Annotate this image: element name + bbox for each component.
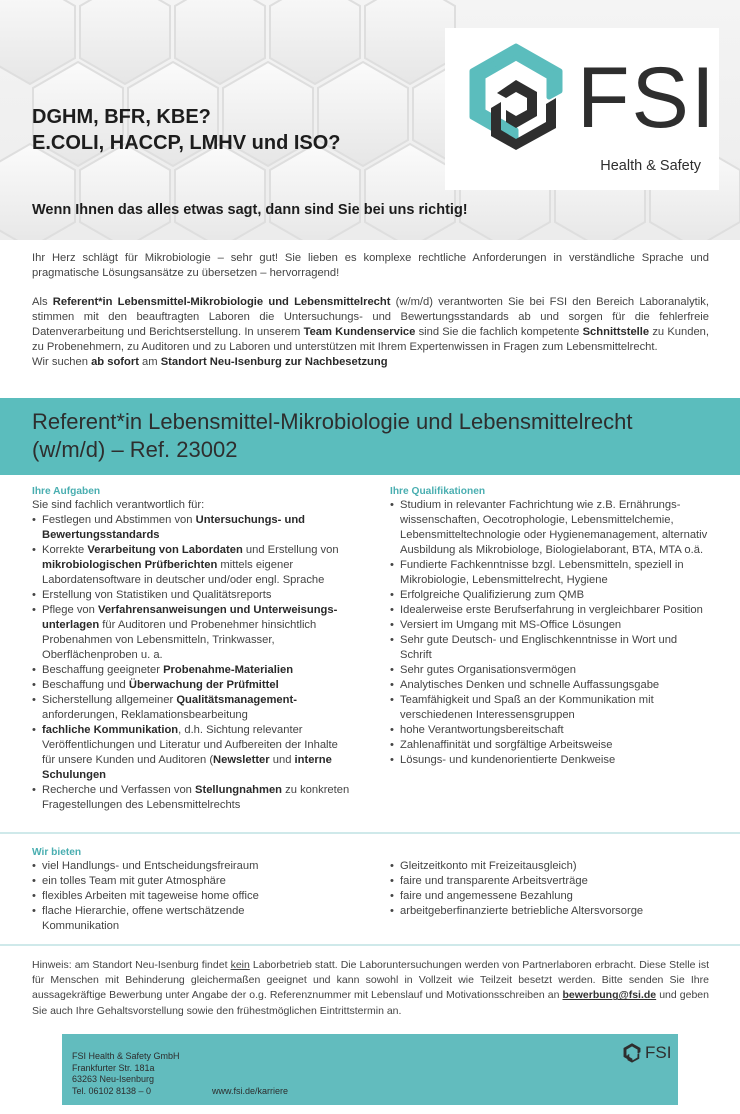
text-bold: fachliche Kommunikation [42, 724, 179, 736]
text-bold: Newsletter [213, 754, 270, 766]
text-bold: Verfahrensanweisungen und Unterweisungs-unterlagen [42, 604, 338, 631]
benefits-list-right [390, 859, 710, 919]
list-item: • Zahlenaffinität und sorgfältige Arbeitsweise [390, 738, 710, 753]
text: Recherche und Verfassen von [42, 784, 195, 796]
team-bold: Team Kundenservice [303, 325, 416, 338]
list-item: • Sehr gute Deutsch- und Englischkenntnisse in Wort und Schrift [390, 633, 710, 663]
text: Beschaffung geeigneter [42, 664, 164, 676]
list-item: • Idealerweise erste Berufserfahrung in vergleichbarer Position [390, 603, 710, 618]
text: Hinweis: am Standort Neu-Isenburg findet [32, 959, 231, 971]
text: Pflege von [42, 604, 98, 616]
list-item: • Sehr gutes Organisationsvermögen [390, 663, 710, 678]
intro-paragraph-1: Ihr Herz schlägt für Mikrobiologie – sehr gut! Sie lieben es komplexe rechtliche Anforderungen in verständliche Sprache und pragmatische Lösungsansätze zu übersetzen – hervorragend! [32, 252, 709, 279]
text: am [138, 355, 161, 368]
start-bold: ab sofort [91, 355, 139, 368]
list-item: • Fundierte Fachkenntnisse bzgl. Lebensmitteln, speziell in Mikrobiologie, Lebensmittelrecht, Hygiene [390, 558, 710, 588]
list-item: • ein tolles Team mit guter Atmosphäre [32, 874, 362, 889]
divider [0, 944, 740, 946]
hero-subtitle: Wenn Ihnen das alles etwas sagt, dann sind Sie bei uns richtig! [32, 202, 468, 218]
text: Laborbetrieb statt. Die Laboruntersuchungen werden von Partnerlaboren erbracht. Diese Stelle ist für Menschen mit Behinderung gleichermaßen geeignet und kann sowohl in Vollzeit wie Teilzeit besetzt werden. Bitte senden Sie Ihre aussagekräftige Bewerbung unter Angabe der o.g. Referenznummer mit Lebenslauf und Motivationsschreiben an [32, 959, 709, 1002]
fsi-logo [445, 28, 719, 190]
text: zu konkreten Fragestellungen des Lebensmittelrechts [42, 784, 350, 811]
text: und geben Sie auch Ihre Gehaltsvorstellung sowie den frühestmöglichen Eintrittstermin an. [32, 989, 709, 1017]
text: Festlegen und Abstimmen von [42, 514, 196, 526]
list-item: • Versiert im Umgang mit MS-Office Lösungen [390, 618, 710, 633]
intro-paragraph-3 [32, 355, 709, 370]
text: sind Sie die fachlich kompetente [415, 325, 583, 338]
job-title-banner [0, 398, 740, 475]
list-item: • viel Handlungs- und Entscheidungsfreiraum [32, 859, 362, 874]
tasks-lead: Sie sind fachlich verantwortlich für: [32, 499, 205, 511]
interface-bold: Schnittstelle [582, 325, 650, 338]
location-bold: Standort Neu-Isenburg zur Nachbesetzung [160, 355, 388, 368]
text: und [269, 754, 295, 766]
list-item: • flache Hierarchie, offene wertschätzende Kommunikation [32, 904, 277, 934]
text-bold: Probenahme-Materialien [163, 664, 294, 676]
list-item: • flexibles Arbeiten mit tageweise home office [32, 889, 362, 904]
list-item [32, 723, 352, 783]
footer [62, 1034, 678, 1105]
qualifications-list [390, 498, 710, 768]
list-item [32, 603, 352, 663]
text-bold: mikrobiologischen Prüfberichten [42, 559, 218, 571]
text: und Erstellung von [242, 544, 339, 556]
list-item: • Erfolgreiche Qualifizierung zum QMB [390, 588, 710, 603]
list-item: • Gleitzeitkonto mit Freizeitausgleich) [390, 859, 710, 874]
city: 63263 Neu-Isenburg [72, 1074, 155, 1085]
text: Korrekte [42, 544, 88, 556]
text-bold: Überwachung der Prüfmittel [128, 679, 279, 691]
hero-title [32, 104, 341, 156]
footer-address [72, 1051, 180, 1098]
list-item: • faire und angemessene Bezahlung [390, 889, 710, 904]
benefits-right-column [390, 859, 710, 919]
list-item [32, 783, 352, 813]
text: Als [32, 296, 53, 309]
text-bold: Verarbeitung von Labordaten [87, 544, 243, 556]
list-item [32, 543, 352, 588]
text-bold: interne Schulungen [42, 754, 332, 781]
benefits-heading: Wir bieten [32, 847, 82, 858]
company-name: FSI Health & Safety GmbH [72, 1051, 180, 1061]
job-title-line-2: (w/m/d) – Ref. 23002 [32, 437, 238, 462]
list-item: • Studium in relevanter Fachrichtung wie z.B. Ernährungs-wissenschaften, Oecotrophologie, Lebensmittelchemie, Lebensmitteltechnologie oder Hygienemanagement, alternativ Ausbildung als Mikrobiologe, Biologielaborant, BTA, MTA o.ä. [390, 498, 710, 558]
application-email-link[interactable]: bewerbung@fsi.de [562, 989, 657, 1002]
qualifications-column [390, 485, 710, 768]
text: (w/m/d) verantworten Sie bei FSI den Bereich Laboranalytik, stimmen mit den beauftragten Laboren die Untersuchungs- und Bewertungsstandards ab und sorgen für die fehlerfreie Datenverarbeitung und Berichtserstellung. In unserem [32, 296, 709, 338]
text: , d.h. Sichtung relevanter Veröffentlichungen und Literatur und Aufbereiten der Inhalte für unsere Kunden und Auditoren ( [42, 724, 338, 766]
career-website-link[interactable]: www.fsi.de/karriere [212, 1086, 289, 1096]
list-item: • hohe Verantwortungsbereitschaft [390, 723, 710, 738]
job-title-bold: Referent*in Lebensmittel-Mikrobiologie und Lebensmittelrecht [52, 296, 391, 309]
intro-text [32, 251, 709, 369]
job-title [32, 408, 632, 464]
fsi-hexagon-icon [622, 1042, 642, 1064]
divider [0, 832, 740, 834]
benefits-list-left [32, 859, 362, 934]
fsi-hexagon-icon [461, 42, 571, 152]
footer-wordmark: FSI [645, 1043, 672, 1062]
qualifications-heading: Ihre Qualifikationen [390, 486, 486, 497]
text-bold: Stellungnahmen [195, 784, 283, 796]
hero-title-line-2: E.COLI, HACCP, LMHV und ISO? [32, 132, 341, 154]
text-underlined: kein [230, 959, 250, 971]
phone: Tel. 06102 8138 – 0 [72, 1086, 152, 1097]
text: Erstellung von Statistiken und Qualitätsreports [42, 589, 272, 601]
text: für Auditoren und Probenehmer hinsichtlich Probenahmen von Lebensmitteln, Trinkwasser, Oberflächenproben u. a. [42, 619, 317, 661]
list-item: • faire und transparente Arbeitsverträge [390, 874, 710, 889]
text: anforderungen, Reklamationsbearbeitung [42, 709, 248, 721]
intro-paragraph-2 [32, 295, 709, 354]
benefits-left-column [32, 846, 362, 934]
list-item [32, 693, 352, 723]
text: Sicherstellung allgemeiner [42, 694, 177, 706]
list-item [32, 663, 352, 678]
text-bold: Qualitätsmanagement- [176, 694, 297, 706]
application-note [32, 958, 709, 1019]
hero-title-line-1: DGHM, BFR, KBE? [32, 106, 211, 128]
list-item [32, 588, 352, 603]
fsi-wordmark: FSI [577, 50, 717, 146]
job-title-line-1: Referent*in Lebensmittel-Mikrobiologie und Lebensmittelrecht [32, 409, 633, 434]
text-bold: Untersuchungs- und Bewertungsstandards [42, 514, 305, 541]
list-item: • Teamfähigkeit und Spaß an der Kommunikation mit verschiedenen Interessensgruppen [390, 693, 710, 723]
list-item: • arbeitgeberfinanzierte betriebliche Altersvorsorge [390, 904, 710, 919]
text: mittels eigener Labordatensoftware in deutscher und/oder engl. Sprache [42, 559, 325, 586]
list-item: • Analytisches Denken und schnelle Auffassungsgabe [390, 678, 710, 693]
text: zu Kunden, zu Probenehmern, zu Auditoren und zu Laboren und unterstützen mit Ihrem Expertenwissen in Fragen zum Lebensmittelrecht. [32, 325, 710, 353]
list-item [32, 513, 352, 543]
list-item: • Lösungs- und kundenorientierte Denkweise [390, 753, 710, 768]
text: Beschaffung und [42, 679, 129, 691]
tasks-heading: Ihre Aufgaben [32, 486, 101, 497]
list-item [32, 678, 352, 693]
text: Wir suchen [32, 355, 92, 368]
street: Frankfurter Str. 181a [72, 1062, 155, 1073]
tasks-column [32, 485, 352, 813]
logo-tagline: Health & Safety [600, 158, 701, 174]
tasks-list [32, 513, 352, 813]
